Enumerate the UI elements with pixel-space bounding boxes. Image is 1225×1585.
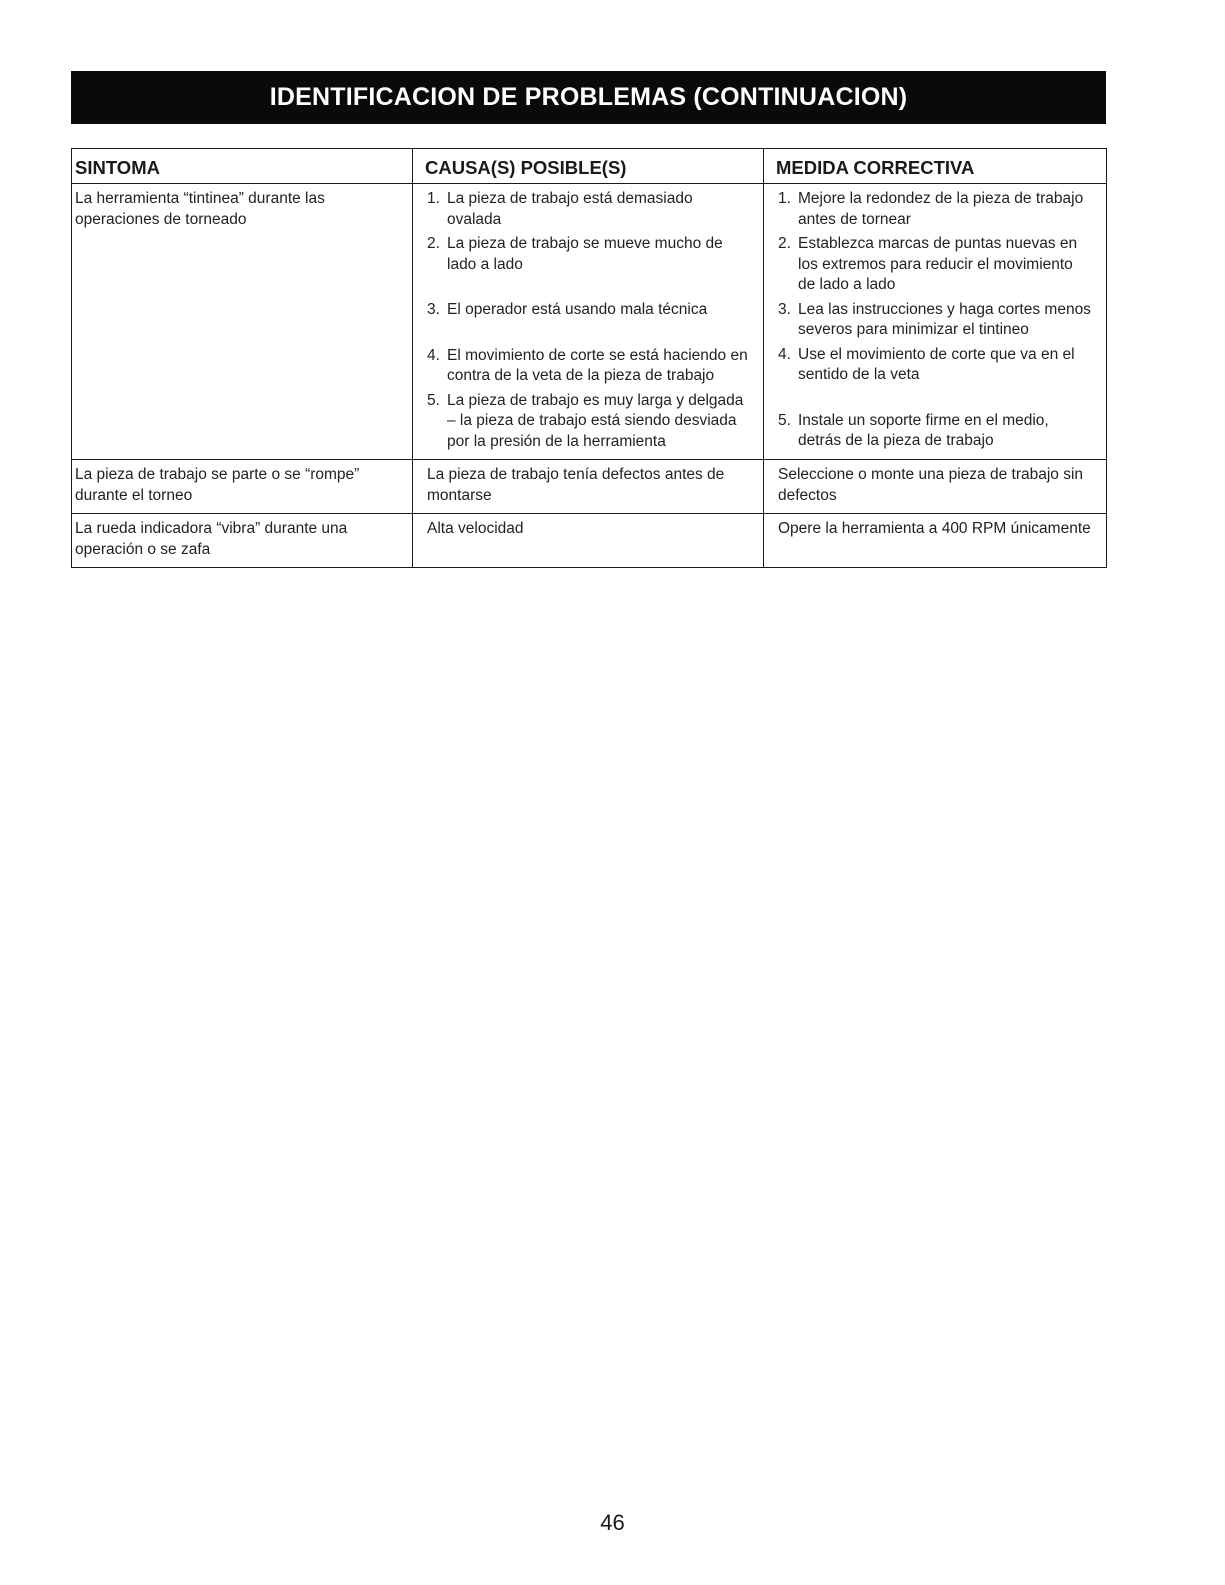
item-number: 5. bbox=[427, 391, 440, 409]
item-number: 5. bbox=[778, 411, 791, 429]
symptom-cell: La herramienta “tintinea” durante las operaciones de torneado bbox=[72, 184, 413, 460]
section-title: IDENTIFICACION DE PROBLEMAS (CONTINUACION) bbox=[71, 71, 1106, 124]
header-symptom: SINTOMA bbox=[72, 149, 413, 184]
cause-cell bbox=[413, 184, 764, 460]
item-number: 2. bbox=[427, 235, 440, 252]
cause-cell: Alta velocidad bbox=[413, 514, 764, 568]
item-text: Mejore la redondez de la pieza de trabajo antes de tornear bbox=[798, 190, 1084, 228]
action-cell bbox=[764, 184, 1107, 460]
item-number: 3. bbox=[427, 301, 440, 318]
item-text: Instale un soporte firme en el medio, detrás de la pieza de trabajo bbox=[798, 411, 1049, 449]
action-item bbox=[778, 411, 1094, 452]
cause-list bbox=[427, 189, 751, 452]
troubleshooting-table bbox=[71, 148, 1107, 568]
cause-item bbox=[427, 234, 751, 275]
action-cell: Seleccione o monte una pieza de trabajo sin defectos bbox=[764, 460, 1107, 514]
cause-cell: La pieza de trabajo tenía defectos antes de montarse bbox=[413, 460, 764, 514]
item-text: La pieza de trabajo está demasiado ovalada bbox=[447, 190, 693, 228]
item-text: Establezca marcas de puntas nuevas en los extremos para reducir el movimiento de lado a lado bbox=[798, 235, 1078, 293]
table-header-row bbox=[72, 149, 1107, 184]
item-number: 1. bbox=[427, 190, 440, 207]
action-item bbox=[778, 300, 1094, 341]
action-list bbox=[778, 189, 1094, 452]
cause-item bbox=[427, 300, 751, 321]
item-text: El operador está usando mala técnica bbox=[447, 301, 708, 318]
item-number: 1. bbox=[778, 190, 791, 207]
item-text: Lea las instrucciones y haga cortes menos severos para minimizar el tintineo bbox=[798, 300, 1091, 338]
cause-item bbox=[427, 189, 751, 230]
item-text: Use el movimiento de corte que va en el sentido de la veta bbox=[798, 345, 1075, 383]
item-text: El movimiento de corte se está haciendo en contra de la veta de la pieza de trabajo bbox=[447, 346, 748, 384]
action-item bbox=[778, 345, 1094, 386]
item-number: 3. bbox=[778, 300, 791, 318]
item-text: La pieza de trabajo se mueve mucho de lado a lado bbox=[447, 235, 723, 273]
symptom-cell: La pieza de trabajo se parte o se “rompe” durante el torneo bbox=[72, 460, 413, 514]
action-item bbox=[778, 189, 1094, 230]
item-number: 4. bbox=[427, 346, 440, 364]
table-row bbox=[72, 460, 1107, 514]
page-number: 46 bbox=[600, 1510, 625, 1535]
item-number: 2. bbox=[778, 235, 791, 252]
table-row bbox=[72, 184, 1107, 460]
cause-item bbox=[427, 391, 751, 453]
header-action: MEDIDA CORRECTIVA bbox=[764, 149, 1107, 184]
cause-item bbox=[427, 346, 751, 387]
symptom-cell: La rueda indicadora “vibra” durante una operación o se zafa bbox=[72, 514, 413, 568]
table-row bbox=[72, 514, 1107, 568]
action-item bbox=[778, 234, 1094, 296]
item-text: La pieza de trabajo es muy larga y delgada – la pieza de trabajo está siendo desviada por la presión de la herramienta bbox=[447, 391, 744, 450]
item-number: 4. bbox=[778, 345, 791, 363]
action-cell: Opere la herramienta a 400 RPM únicamente bbox=[764, 514, 1107, 568]
header-cause: CAUSA(S) POSIBLE(S) bbox=[413, 149, 764, 184]
